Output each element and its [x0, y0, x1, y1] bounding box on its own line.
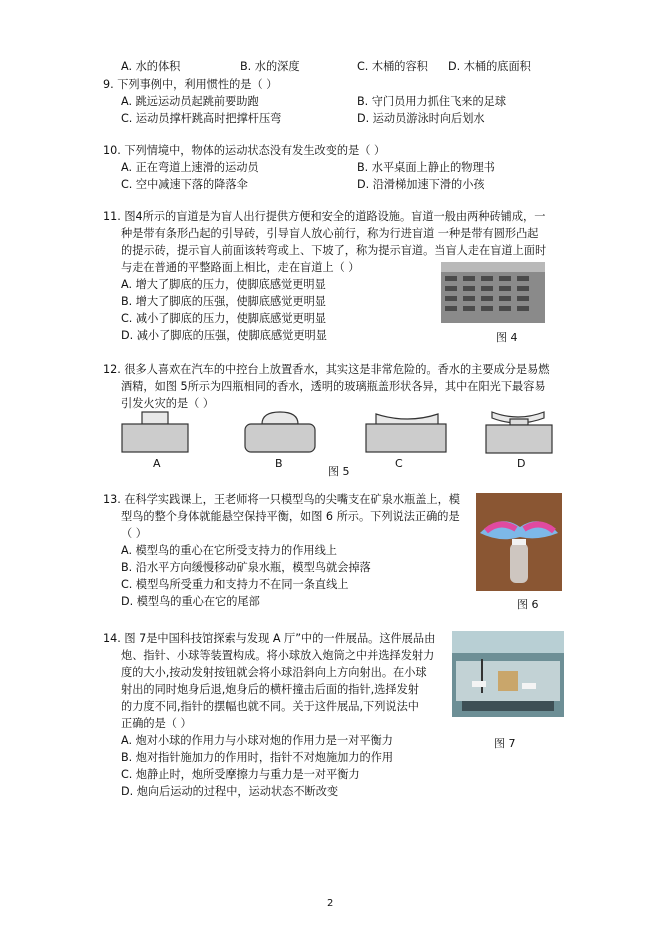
q13-line-3: （ ）	[121, 527, 147, 540]
figure-4-caption: 图 4	[496, 331, 518, 344]
q12-line-2: 酒精，如图 5所示为四瓶相同的香水，透明的玻璃瓶盖形状各异，其中在阳光下最容易	[121, 380, 546, 393]
q8-option-c: C. 木桶的容积	[357, 60, 428, 73]
bottle-label-b: B	[275, 457, 283, 470]
q14-option-d: D. 炮向后运动的过程中，运动状态不断改变	[121, 785, 339, 798]
q11-line-2: 种是带有条形凸起的引导砖，引导盲人放心前行，称为行进盲道 一种是带有圆形凸起	[121, 227, 539, 240]
q10-option-d: D. 沿滑梯加速下滑的小孩	[357, 178, 485, 191]
q10-option-b: B. 水平桌面上静止的物理书	[357, 161, 495, 174]
q10-option-a: A. 正在弯道上速滑的运动员	[121, 161, 259, 174]
q11-option-a: A. 增大了脚底的压力，使脚底感觉更明显	[121, 278, 326, 291]
figure-6-caption: 图 6	[517, 598, 539, 611]
q9-stem: 9. 下列事例中，利用惯性的是（ ）	[103, 78, 278, 91]
bottle-label-c: C	[395, 457, 403, 470]
page-number: 2	[327, 898, 334, 909]
q14-line-6: 正确的是（ ）	[121, 717, 192, 730]
q13-line-1: 13. 在科学实践课上，王老师将一只模型鸟的尖嘴支在矿泉水瓶盖上，模	[103, 493, 460, 506]
q11-option-c: C. 减小了脚底的压力，使脚底感觉更明显	[121, 312, 327, 325]
q11-line-1: 11. 图4所示的盲道是为盲人出行提供方便和安全的道路设施。盲道一般由两种砖铺成，一	[103, 210, 546, 223]
q13-option-a: A. 模型鸟的重心在它所受支持力的作用线上	[121, 544, 337, 557]
q14-line-2: 炮、指针、小球等装置构成。将小球放入炮筒之中并选择发射力	[121, 649, 435, 662]
q9-option-b: B. 守门员用力抓住飞来的足球	[357, 95, 507, 108]
q9-option-d: D. 运动员游泳时向后划水	[357, 112, 485, 125]
q12-line-3: 引发火灾的是（ ）	[121, 397, 215, 410]
q11-line-3: 的提示砖，提示盲人前面该转弯或上、下坡了，称为提示盲道。当盲人走在盲道上面时	[121, 244, 547, 257]
q11-option-d: D. 减小了脚底的压强，使脚底感觉更明显	[121, 329, 327, 342]
q14-line-1: 14. 图 7是中国科技馆探索与发现 A 厅”中的一件展品。这件展品由	[103, 632, 436, 645]
q14-line-4: 射出的同时炮身后退,炮身后的横杆撞击后面的指针,选择发射	[121, 683, 419, 696]
q8-option-d: D. 木桶的底面积	[448, 60, 531, 73]
figure-7-cannon-exhibit-photo	[452, 631, 564, 717]
q8-option-a: A. 水的体积	[121, 60, 181, 73]
q14-line-5: 的力度不同,指针的摆幅也就不同。关于这件展品,下列说法中	[121, 700, 419, 713]
q10-stem: 10. 下列情境中，物体的运动状态没有发生改变的是（ ）	[103, 144, 386, 157]
tactile-paving-image	[441, 262, 545, 323]
q13-option-b: B. 沿水平方向缓慢移动矿泉水瓶，模型鸟就会掉落	[121, 561, 371, 574]
q14-option-c: C. 炮静止时，炮所受摩擦力与重力是一对平衡力	[121, 768, 360, 781]
q12-line-1: 12. 很多人喜欢在汽车的中控台上放置香水，其实这是非常危险的。香水的主要成分是易燃	[103, 363, 550, 376]
q9-option-c: C. 运动员撑杆跳高时把撑杆压弯	[121, 112, 282, 125]
q14-line-3: 度的大小,按动发射按钮就会将小球沿斜向上方向射出。在小球	[121, 666, 427, 679]
q13-option-c: C. 模型鸟所受重力和支持力不在同一条直线上	[121, 578, 349, 591]
figure-6-balance-bird-photo	[476, 493, 562, 591]
q11-option-b: B. 增大了脚底的压强，使脚底感觉更明显	[121, 295, 326, 308]
balance-bird-image	[476, 493, 562, 591]
q9-option-a: A. 跳远运动员起跳前要助跑	[121, 95, 259, 108]
figure-5-caption: 图 5	[328, 465, 350, 478]
cannon-exhibit-image	[452, 631, 564, 717]
q10-option-c: C. 空中减速下落的降落伞	[121, 178, 248, 191]
figure-4-tactile-paving-photo	[441, 262, 545, 323]
figure-7-caption: 图 7	[494, 737, 516, 750]
q8-option-b: B. 水的深度	[240, 60, 300, 73]
bottle-label-a: A	[153, 457, 161, 470]
q14-option-b: B. 炮对指针施加力的作用时，指针不对炮施加力的作用	[121, 751, 394, 764]
bottle-label-d: D	[517, 457, 526, 470]
q14-option-a: A. 炮对小球的作用力与小球对炮的作用力是一对平衡力	[121, 734, 393, 747]
q13-line-2: 型鸟的整个身体就能悬空保持平衡，如图 6 所示。下列说法正确的是	[121, 510, 460, 523]
q13-option-d: D. 模型鸟的重心在它的尾部	[121, 595, 260, 608]
q11-line-4: 与走在普通的平整路面上相比，走在盲道上（ ）	[121, 261, 360, 274]
